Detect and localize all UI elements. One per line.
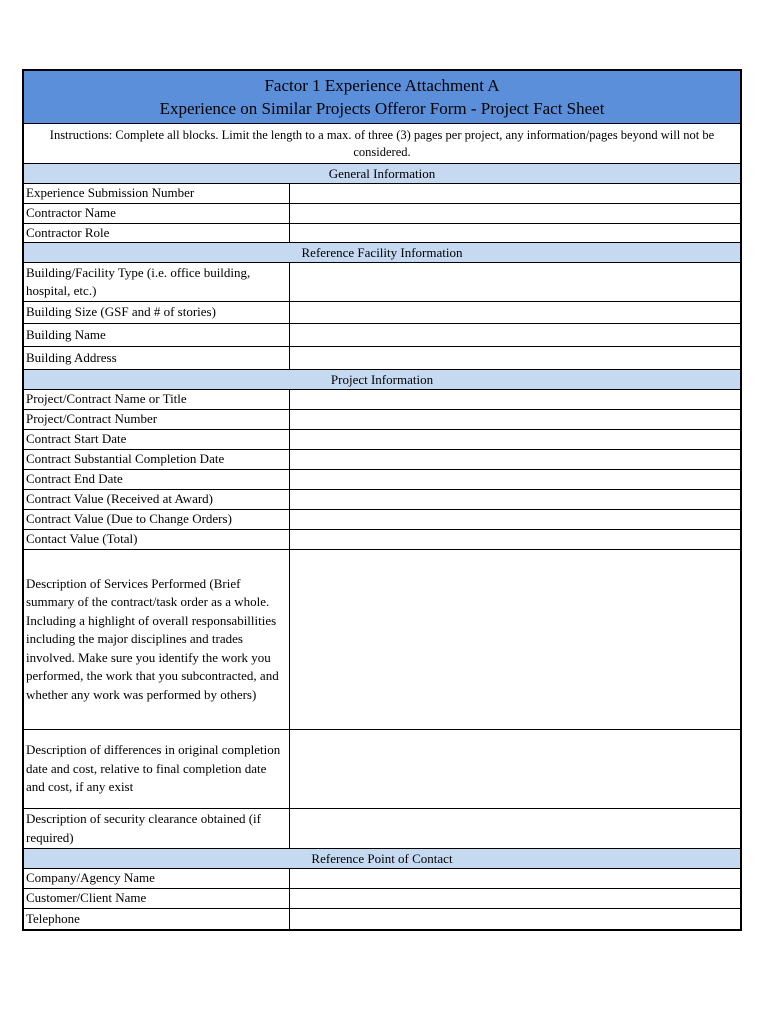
- field-value-cell[interactable]: [290, 809, 740, 848]
- field-label-text: Contract Substantial Completion Date: [26, 451, 225, 467]
- field-label: [24, 184, 290, 203]
- field-label: [24, 410, 290, 429]
- form-row: [24, 730, 740, 809]
- field-value-cell[interactable]: [290, 869, 740, 888]
- field-value-cell[interactable]: [290, 184, 740, 203]
- field-label-text: Experience Submission Number: [26, 185, 195, 201]
- field-value-cell[interactable]: [290, 909, 740, 929]
- form-row: [24, 530, 740, 550]
- field-label-text: Company/Agency Name: [26, 870, 155, 886]
- form-row: [24, 869, 740, 889]
- field-label-text: Telephone: [26, 910, 80, 926]
- field-label: [24, 470, 290, 489]
- field-value-cell[interactable]: [290, 450, 740, 469]
- section-header: Project Information: [24, 370, 740, 390]
- field-value-cell[interactable]: [290, 224, 740, 242]
- field-label-text: Project/Contract Name or Title: [26, 391, 187, 407]
- field-value-cell[interactable]: [290, 470, 740, 489]
- form-sections: [24, 164, 740, 929]
- form-row: [24, 390, 740, 410]
- field-value-cell[interactable]: [290, 430, 740, 449]
- form-row: [24, 450, 740, 470]
- instructions: Instructions: Complete all blocks. Limit the length to a max. of three (3) pages per project, any information/pages beyond will not be considered.: [24, 124, 740, 164]
- form-row: [24, 510, 740, 530]
- field-label-text: Contractor Role: [26, 224, 110, 240]
- field-label: [24, 490, 290, 509]
- field-label-text: Description of differences in original completion date and cost, relative to final completion date and cost, if any exist: [26, 742, 281, 795]
- field-value-cell[interactable]: [290, 510, 740, 529]
- field-value-cell[interactable]: [290, 410, 740, 429]
- field-value-cell[interactable]: [290, 263, 740, 301]
- field-label-text: Building/Facility Type (i.e. office building, hospital, etc.): [26, 264, 251, 298]
- form-row: [24, 889, 740, 909]
- field-label: [24, 302, 290, 323]
- form-row: [24, 470, 740, 490]
- form-row: [24, 347, 740, 370]
- form-row: [24, 204, 740, 224]
- form-row: [24, 324, 740, 347]
- field-label-text: Customer/Client Name: [26, 890, 147, 906]
- field-label: [24, 510, 290, 529]
- field-value-cell[interactable]: [290, 490, 740, 509]
- field-label-text: Building Name: [26, 326, 106, 342]
- field-label: [24, 550, 290, 729]
- field-label: [24, 324, 290, 346]
- field-value-cell[interactable]: [290, 889, 740, 908]
- field-label-text: Contract Value (Received at Award): [26, 491, 213, 507]
- field-label-text: Project/Contract Number: [26, 411, 158, 427]
- form-row: [24, 490, 740, 510]
- field-label-text: Contract End Date: [26, 471, 123, 487]
- form-row: [24, 809, 740, 849]
- field-value-cell[interactable]: [290, 530, 740, 549]
- form-title-block: [24, 71, 740, 124]
- field-value-cell[interactable]: [290, 347, 740, 369]
- section-header: Reference Point of Contact: [24, 849, 740, 869]
- form-row: [24, 263, 740, 302]
- field-label-text: Contractor Name: [26, 205, 116, 221]
- form-subtitle: Experience on Similar Projects Offeror Form - Project Fact Sheet: [159, 99, 605, 118]
- field-label-text: Contract Start Date: [26, 431, 127, 447]
- form-row: [24, 224, 740, 243]
- form-row: [24, 184, 740, 204]
- form-row: [24, 410, 740, 430]
- field-label: [24, 390, 290, 409]
- form-row: [24, 430, 740, 450]
- field-label: [24, 263, 290, 301]
- field-label: [24, 869, 290, 888]
- field-label-text: Contact Value (Total): [26, 531, 138, 547]
- field-value-cell[interactable]: [290, 730, 740, 808]
- project-fact-sheet: [22, 69, 742, 931]
- field-label: [24, 450, 290, 469]
- field-label: [24, 889, 290, 908]
- field-label: [24, 809, 290, 848]
- field-label: [24, 224, 290, 242]
- field-label: [24, 430, 290, 449]
- form-row: [24, 550, 740, 730]
- form-row: [24, 302, 740, 324]
- field-label: [24, 730, 290, 808]
- field-label: [24, 909, 290, 929]
- field-label-text: Building Size (GSF and # of stories): [26, 304, 216, 320]
- field-label-text: Description of Services Performed (Brief summary of the contract/task order as a whole. Including a highlight of overall responsabillities including the major disciplines and trades involved. Make sure you identify the work you performed, the work that you subcontracted, and whether any work was performed by others): [26, 575, 279, 702]
- field-value-cell[interactable]: [290, 204, 740, 223]
- form-row: [24, 909, 740, 929]
- field-value-cell[interactable]: [290, 390, 740, 409]
- field-label: [24, 530, 290, 549]
- section-header: Reference Facility Information: [24, 243, 740, 263]
- section-header: General Information: [24, 164, 740, 184]
- field-label: [24, 347, 290, 369]
- form-title: Factor 1 Experience Attachment A: [264, 76, 500, 95]
- field-label-text: Description of security clearance obtained (if required): [26, 811, 261, 845]
- field-label-text: Contract Value (Due to Change Orders): [26, 511, 232, 527]
- field-value-cell[interactable]: [290, 302, 740, 323]
- field-label: [24, 204, 290, 223]
- field-label-text: Building Address: [26, 349, 117, 365]
- field-value-cell[interactable]: [290, 324, 740, 346]
- field-value-cell[interactable]: [290, 550, 740, 729]
